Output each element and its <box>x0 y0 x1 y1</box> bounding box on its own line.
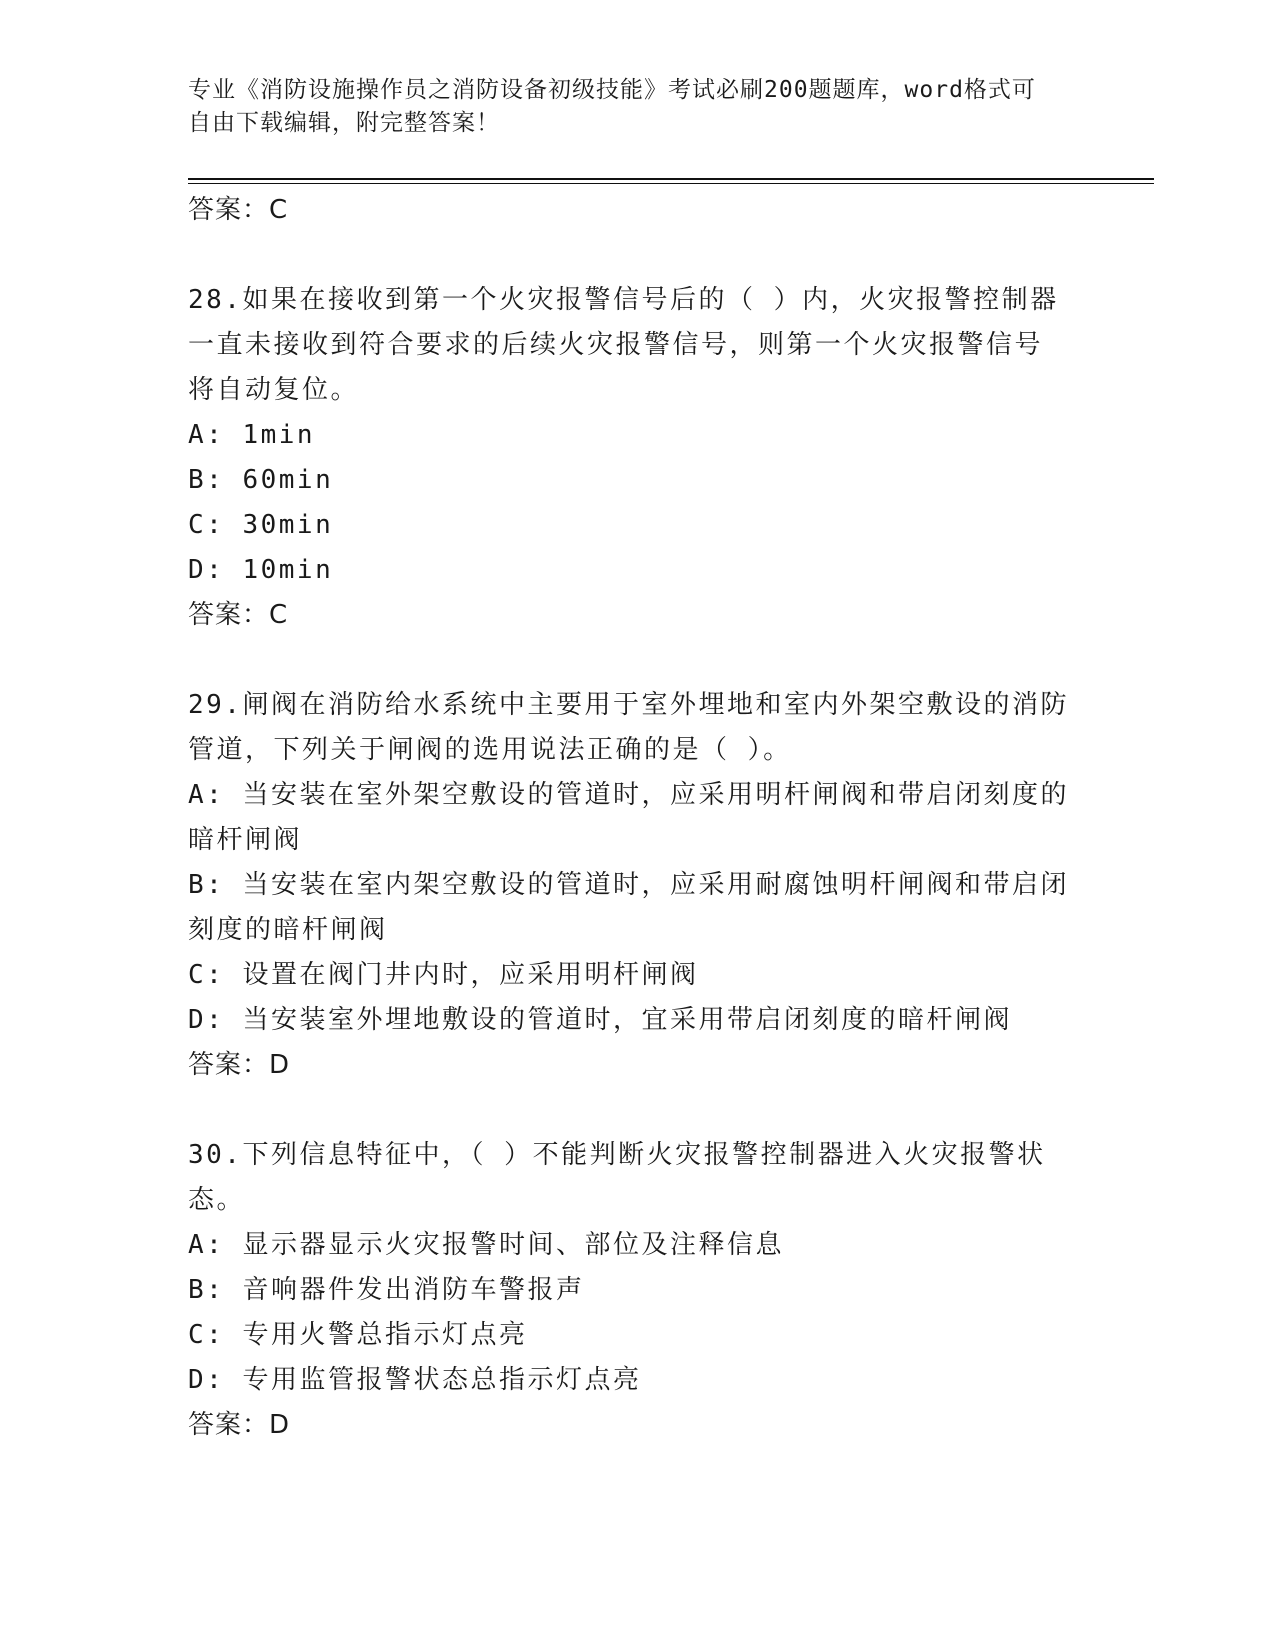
question-text-line: 态。 <box>188 1185 246 1215</box>
option-a: A: 显示器显示火灾报警时间、部位及注释信息 <box>188 1230 784 1260</box>
option-b: B: 当安装在室内架空敷设的管道时，应采用耐腐蚀明杆闸阀和带启闭 <box>188 870 1069 900</box>
option-b-cont: 刻度的暗杆闸阀 <box>188 915 388 945</box>
question-text-line: 28.如果在接收到第一个火灾报警信号后的（ ）内，火灾报警控制器 <box>188 285 1059 315</box>
option-a-cont: 暗杆闸阀 <box>188 825 303 855</box>
option-c: C: 设置在阀门井内时，应采用明杆闸阀 <box>188 960 699 990</box>
option-d: D: 10min <box>188 555 334 585</box>
question-30 <box>188 1133 1088 1448</box>
option-d: D: 专用监管报警状态总指示灯点亮 <box>188 1365 642 1395</box>
answer-q27: 答案：C <box>188 195 289 225</box>
question-text-line: 29.闸阀在消防给水系统中主要用于室外埋地和室内外架空敷设的消防 <box>188 690 1069 720</box>
option-a: A: 1min <box>188 420 316 450</box>
option-c: C: 30min <box>188 510 334 540</box>
question-content <box>188 188 1088 1448</box>
answer-q30: 答案：D <box>188 1410 291 1440</box>
option-b: B: 60min <box>188 465 334 495</box>
option-d: D: 当安装室外埋地敷设的管道时，宜采用带启闭刻度的暗杆闸阀 <box>188 1005 1012 1035</box>
answer-q29: 答案：D <box>188 1050 291 1080</box>
option-c: C: 专用火警总指示灯点亮 <box>188 1320 528 1350</box>
spacer <box>188 233 1088 278</box>
question-28 <box>188 278 1088 638</box>
question-text-line: 30.下列信息特征中，（ ）不能判断火灾报警控制器进入火灾报警状 <box>188 1140 1046 1170</box>
question-text-line: 管道，下列关于闸阀的选用说法正确的是（ ）。 <box>188 735 792 765</box>
document-header <box>188 74 1068 140</box>
header-rule-thick <box>188 178 1154 180</box>
question-text-line: 一直未接收到符合要求的后续火灾报警信号，则第一个火灾报警信号 <box>188 330 1044 360</box>
header-line-1: 专业《消防设施操作员之消防设备初级技能》考试必刷200题题库，word格式可 <box>188 77 1036 103</box>
spacer <box>188 1088 1088 1133</box>
spacer <box>188 638 1088 683</box>
answer-q28: 答案：C <box>188 600 289 630</box>
question-29 <box>188 683 1088 1088</box>
header-rule-thin <box>188 183 1154 184</box>
question-text-line: 将自动复位。 <box>188 375 360 405</box>
option-a: A: 当安装在室外架空敷设的管道时，应采用明杆闸阀和带启闭刻度的 <box>188 780 1069 810</box>
option-b: B: 音响器件发出消防车警报声 <box>188 1275 585 1305</box>
header-line-2: 自由下载编辑，附完整答案！ <box>188 110 500 136</box>
